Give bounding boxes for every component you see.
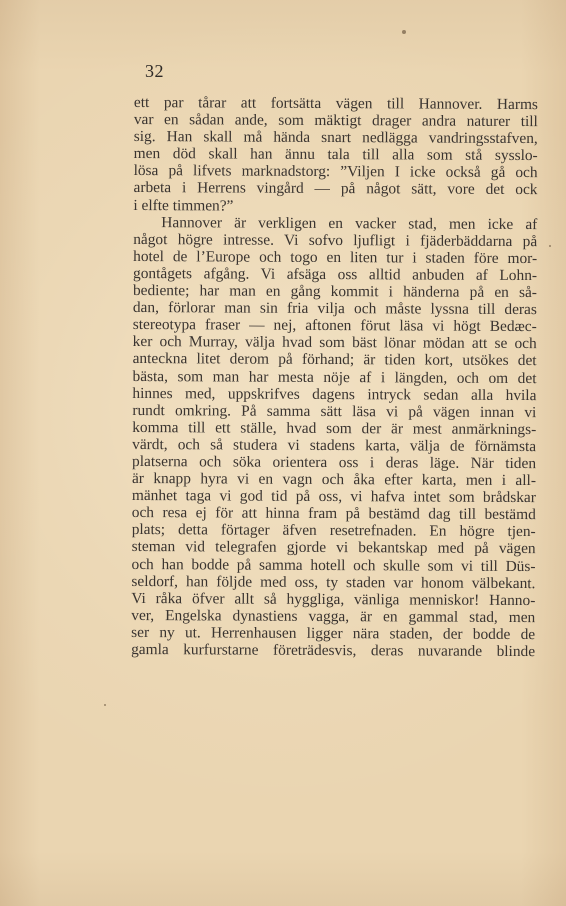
text-line: hinnes med, uppskrifves dagens intryck sedan alla hvila	[132, 384, 537, 404]
text-line: arbeta i Herrens vingård — på något sätt, vore det ock	[133, 179, 538, 199]
paragraph-1	[133, 94, 538, 216]
text-line: och han bodde på samma hotell och skulle som vi till Düs-	[131, 555, 536, 575]
text-line: ser ny ut. Herrenhausen ligger nära staden, der bodde de	[131, 623, 536, 644]
text-line: rundt omkring. På samma sätt läsa vi på vägen innan vi	[132, 401, 537, 421]
text-line: dan, förlorar man sin fria vilja och måste lyssna till deras	[132, 299, 537, 319]
text-line: bästa, som man har mesta nöje af i längden, och om det	[132, 367, 537, 387]
dust-speck	[402, 30, 406, 34]
text-line: något högre intresse. Vi sofvo ljufligt i fjäderbäddarna på	[133, 230, 538, 250]
text-line: plats; detta förtager äfven resetrefnaden. En högre tjen-	[131, 521, 536, 541]
text-line: ver, Engelska dynastiens vagga, är en gammal stad, men	[131, 606, 536, 626]
text-line: Vi råka öfver allt så hyggliga, vänliga menniskor! Hanno-	[131, 589, 536, 609]
text-line: värdt, och så studera vi stadens karta, välja de förnämsta	[132, 435, 537, 455]
text-line: ett par tårar att fortsätta vägen till Hannover. Harms	[133, 94, 538, 114]
text-line: gontågets afgång. Vi afsäga oss alltid anbuden af Lohn-	[133, 264, 538, 285]
text-line: mänhet taga vi god tid på oss, vi hafva intet som brådskar	[131, 487, 536, 507]
text-line: är knapp hyra vi en vagn och åka efter karta, men i all-	[131, 470, 537, 490]
text-line: seldorf, han följde med oss, ty staden var honom välbekant.	[131, 572, 536, 592]
body-text	[131, 94, 538, 660]
text-line: komma till ett ställe, hvad som der är mest anmärknings-	[132, 418, 537, 438]
text-line: anteckna litet derom på förhand; är tiden kort, utsökes det	[132, 350, 537, 370]
text-line: steman vid telegrafen gjorde vi bekantskap med på vägen	[131, 538, 536, 558]
text-line: lösa på lifvets marknadstorg: ”Viljen I icke också gå och	[133, 162, 538, 182]
text-line: platserna och söka orientera oss i deras läge. När tiden	[132, 452, 537, 473]
text-line: Hannover är verkligen en vacker stad, men icke af	[161, 213, 538, 233]
text-line: bediente; har man en gång kommit i händerna på en så-	[132, 282, 538, 302]
text-line: var en sådan ande, som mäktigt drager andra naturer till	[133, 111, 538, 131]
text-line: hotel de l’Europe och togo en liten tur i staden före mor-	[133, 247, 538, 267]
page-number: 32	[145, 61, 164, 81]
text-line: men död skall han ännu tala till alla som stå sysslo-	[133, 145, 538, 165]
text-line: stereotypa fraser — nej, aftonen förut läsa vi högt Bedæc-	[132, 316, 537, 336]
text-line: gamla kurfurstarne företrädesvis, deras nuvarande blinde	[131, 640, 536, 661]
dust-speck	[549, 245, 551, 247]
dust-speck	[104, 704, 106, 706]
paragraph-2	[131, 214, 537, 661]
text-line: i elfte timmen?”	[133, 196, 234, 215]
text-line: och resa ej för att hinna fram på bestämd dag till bestämd	[131, 504, 536, 524]
text-line: ker och Murray, välja hvad som bäst lönar mödan att se och	[132, 333, 537, 353]
text-line: sig. Han skall må hända snart nedlägga vandringsstafven,	[133, 128, 538, 148]
